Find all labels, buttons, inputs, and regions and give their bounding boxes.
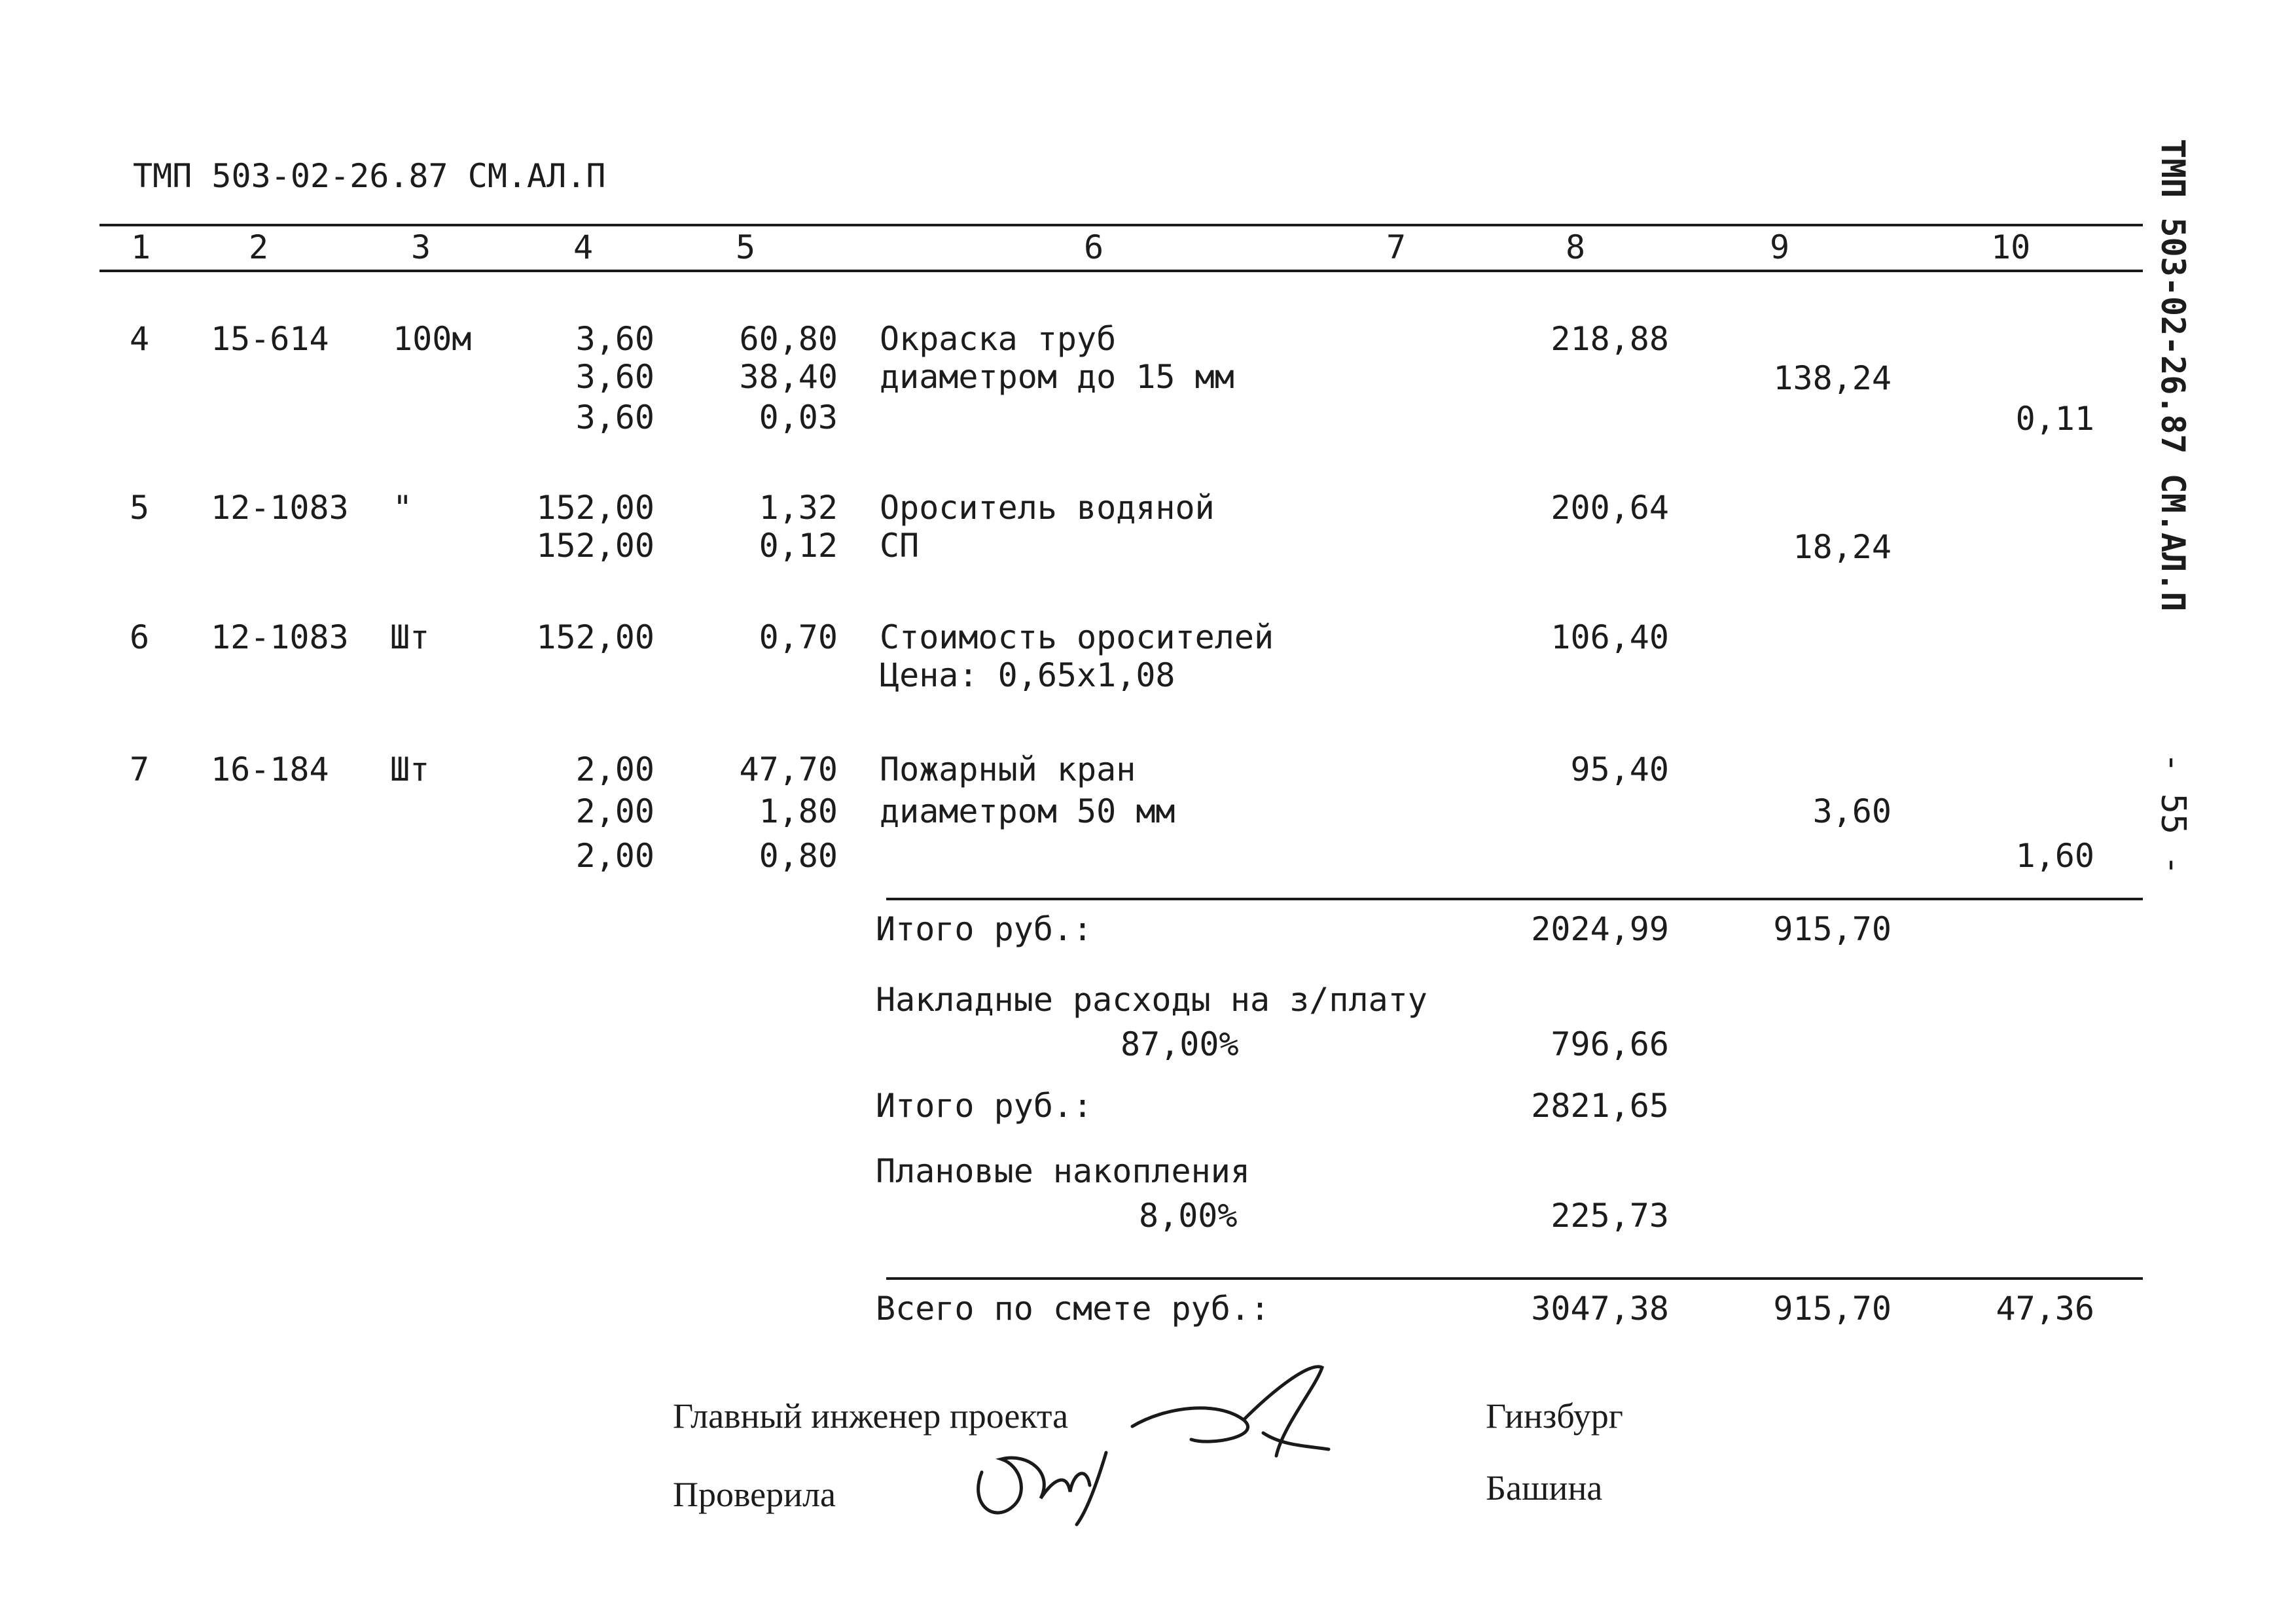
col-5: 5 — [736, 228, 756, 266]
page-number: - 55 - — [2153, 752, 2193, 875]
header-bottom-rule — [99, 270, 2143, 272]
row7-price-1: 47,70 — [739, 750, 838, 788]
row4-unit: 100м — [393, 320, 472, 358]
row6-unit: Шт — [390, 618, 430, 656]
row6-code: 12-1083 — [211, 618, 349, 656]
total1-col8: 2024,99 — [1531, 910, 1669, 948]
row7-price-3: 0,80 — [759, 837, 838, 875]
col-9: 9 — [1770, 228, 1790, 266]
col-2: 2 — [249, 228, 269, 266]
row4-col10: 0,11 — [2015, 400, 2094, 438]
row4-price-3: 0,03 — [759, 398, 838, 436]
total1-label: Итого руб.: — [876, 910, 1093, 948]
col-7: 7 — [1386, 228, 1407, 266]
row7-unit: Шт — [390, 750, 430, 788]
row4-col8: 218,88 — [1551, 320, 1669, 358]
row6-desc-1: Стоимость оросителей — [880, 618, 1274, 656]
row7-desc-1: Пожарный кран — [880, 750, 1136, 788]
total1-col9: 915,70 — [1773, 910, 1892, 948]
row5-price-1: 1,32 — [759, 489, 838, 527]
total2-col8: 2821,65 — [1531, 1087, 1669, 1125]
grand-total-col8: 3047,38 — [1531, 1290, 1669, 1328]
overhead-percent: 87,00% — [1121, 1025, 1239, 1063]
row4-number: 4 — [130, 320, 150, 358]
row6-number: 6 — [130, 618, 150, 656]
chief-engineer-name: Гинзбург — [1486, 1396, 1623, 1436]
row7-price-2: 1,80 — [759, 792, 838, 830]
row7-col8: 95,40 — [1570, 750, 1669, 788]
row4-qty-3: 3,60 — [575, 398, 655, 436]
col-6: 6 — [1084, 228, 1104, 266]
planned-label: Плановые накопления — [876, 1152, 1250, 1190]
row5-unit: " — [393, 489, 413, 527]
chief-engineer-label: Главный инженер проекта — [673, 1396, 1069, 1436]
col-4: 4 — [573, 228, 594, 266]
row6-qty-1: 152,00 — [536, 618, 655, 656]
document-code: ТМП 503-02-26.87 СМ.АЛ.П — [133, 157, 606, 195]
col-1: 1 — [131, 228, 151, 266]
planned-percent: 8,00% — [1139, 1197, 1238, 1235]
row6-price-1: 0,70 — [759, 618, 838, 656]
chief-engineer-signature — [1113, 1348, 1348, 1466]
col-3: 3 — [411, 228, 431, 266]
row6-col8: 106,40 — [1551, 618, 1669, 656]
row4-price-1: 60,80 — [739, 320, 838, 358]
row5-qty-2: 152,00 — [536, 527, 655, 565]
row6-desc-2: Цена: 0,65х1,08 — [880, 656, 1175, 694]
row5-col9: 18,24 — [1793, 528, 1892, 566]
checked-by-name: Башина — [1486, 1468, 1603, 1508]
row7-qty-1: 2,00 — [575, 750, 655, 788]
grand-total-col10: 47,36 — [1996, 1290, 2094, 1328]
row5-qty-1: 152,00 — [536, 489, 655, 527]
row7-code: 16-184 — [211, 750, 329, 788]
row7-col9: 3,60 — [1812, 792, 1892, 830]
grand-total-label: Всего по смете руб.: — [876, 1290, 1270, 1328]
checked-by-label: Проверила — [673, 1475, 836, 1514]
row5-desc-2: СП — [880, 527, 920, 565]
row7-qty-2: 2,00 — [575, 792, 655, 830]
grand-total-rule — [886, 1277, 2143, 1280]
subtotal-rule — [886, 898, 2143, 900]
overhead-label: Накладные расходы на з/плату — [876, 981, 1427, 1019]
col-8: 8 — [1566, 228, 1586, 266]
planned-col8: 225,73 — [1551, 1197, 1669, 1235]
side-document-code: ТМП 503-02-26.87 СМ.АЛ.П — [2154, 139, 2192, 612]
row4-qty-2: 3,60 — [575, 358, 655, 396]
total2-label: Итого руб.: — [876, 1087, 1093, 1125]
row7-col10: 1,60 — [2015, 837, 2094, 875]
row5-price-2: 0,12 — [759, 527, 838, 565]
row5-col8: 200,64 — [1551, 489, 1669, 527]
row5-desc-1: Ороситель водяной — [880, 489, 1215, 527]
checker-signature — [956, 1426, 1126, 1531]
row4-col9: 138,24 — [1773, 359, 1892, 397]
grand-total-col9: 915,70 — [1773, 1290, 1892, 1328]
row4-desc-1: Окраска труб — [880, 320, 1117, 358]
col-10: 10 — [1991, 228, 2031, 266]
overhead-col8: 796,66 — [1551, 1025, 1669, 1063]
row5-number: 5 — [130, 489, 150, 527]
row7-qty-3: 2,00 — [575, 837, 655, 875]
row4-price-2: 38,40 — [739, 358, 838, 396]
row4-qty-1: 3,60 — [575, 320, 655, 358]
row7-desc-2: диаметром 50 мм — [880, 792, 1175, 830]
row4-desc-2: диаметром до 15 мм — [880, 358, 1234, 396]
row7-number: 7 — [130, 750, 150, 788]
row4-code: 15-614 — [211, 320, 329, 358]
row5-code: 12-1083 — [211, 489, 349, 527]
header-top-rule — [99, 224, 2143, 226]
